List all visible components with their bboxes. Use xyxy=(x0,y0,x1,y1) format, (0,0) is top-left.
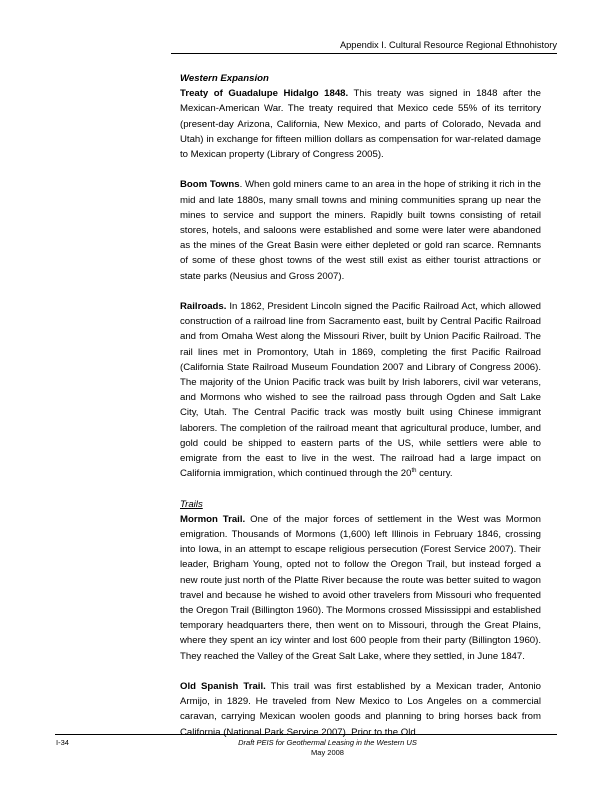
footer-date: May 2008 xyxy=(311,748,344,757)
paragraph-treaty-guadalupe xyxy=(180,86,541,162)
paragraph-text: In 1862, President Lincoln signed the Pacific Railroad Act, which allowed construction of a railroad line from Sacramento east, built by Central Pacific Railroad and from Omaha West along the Missouri River, built by Union Pacific Railroad. The rail lines met in Promontory, Utah in 1869, completing the first Pacific Railroad (California State Railroad Museum Foundation 2007 and Library of Congress 2006). The majority of the Union Pacific track was built by Irish laborers, civil war veterans, and Mormons who wished to see the railroad pass through Ogden and Salt Lake City, Utah. The Central Pacific track was mostly built using Chinese immigrant laborers. The completion of the railroad meant that agricultural produce, lumber, and gold could be shipped to eastern parts of the US, while settlers were able to emigrate from the east to live in the west. The railroad had a large impact on California immigration, which continued through the 20 xyxy=(180,301,541,480)
paragraph-text: This treaty was signed in 1848 after the Mexican-American War. The treaty required that Mexico cede 55% of its territory (present-day Arizona, California, New Mexico, and parts of Colorado, Nevada and Utah) in exchange for fifteen million dollars as compensation for war-related damage to Mexican property (Library of Congress 2005). xyxy=(180,88,541,161)
paragraph-heading: Old Spanish Trail. xyxy=(180,681,266,693)
paragraph-heading: Boom Towns xyxy=(180,179,240,191)
running-header xyxy=(171,40,557,54)
running-header-title: Appendix I. Cultural Resource Regional Ethnohistory xyxy=(339,40,557,50)
footer-rule xyxy=(55,734,557,735)
subsection-title: Trails xyxy=(180,498,203,510)
superscript-ordinal: th xyxy=(411,468,417,475)
paragraph-mormon-trail xyxy=(180,512,541,664)
paragraph-railroads xyxy=(180,299,541,481)
footer-page-number: I-34 xyxy=(56,738,69,747)
paragraph-text: . When gold miners came to an area in the hope of striking it rich in the mid and late 1880s, many small towns and mining communities sprang up near the mines to service and support the miners. Rapidly built towns consisting of retail stores, hotels, and saloons were established and some were later were abandoned as the mines of the Great Basin were either depleted or gold ran scarce. Remnants of some of these ghost towns of the west still exist as either tourist attractions or state parks (Neusius and Gross 2007). xyxy=(180,179,541,282)
paragraph-heading: Treaty of Guadalupe Hidalgo 1848. xyxy=(180,88,349,100)
paragraph-text-end: century. xyxy=(416,468,453,480)
paragraph-heading: Mormon Trail. xyxy=(180,513,246,525)
paragraph-heading: Railroads. xyxy=(180,301,227,313)
document-body xyxy=(180,71,541,740)
footer-center xyxy=(171,738,484,758)
paragraph-text: One of the major forces of settlement in the West was Mormon emigration. Thousands of Mormons (1,600) left Illinois in February 1846, crossing into Iowa, in an attempt to escape religious persecution (Forest Service 2007). Their leader, Brigham Young, opted not to follow the Oregon Trail, but instead forged a new route just north of the Platte River because the route was better suited to wagon travel and because he wished to avoid other travelers from Missouri who frequented the Oregon Trail (Billington 1960). The Mormons crossed Mississippi and established temporary headquarters there, then went on to Missouri, through the Great Plains, where they spent an icy winter and lost 600 people from their party (Billington 1960). They reached the Valley of the Great Salt Lake, where they settled, in June 1847. xyxy=(180,513,541,662)
section-title: Western Expansion xyxy=(180,73,269,84)
paragraph-old-spanish-trail xyxy=(180,679,541,740)
paragraph-boom-towns xyxy=(180,177,541,283)
footer-document-title: Draft PEIS for Geothermal Leasing in the Western US xyxy=(238,738,417,747)
paragraph-text: This trail was first established by a Mexican trader, Antonio Armijo, in 1829. He traveled from New Mexico to Los Angeles on a commercial caravan, carrying Mexican woolen goods and planning to bring horses back from California (National Park Service 2007). Prior to the Old xyxy=(180,681,542,738)
